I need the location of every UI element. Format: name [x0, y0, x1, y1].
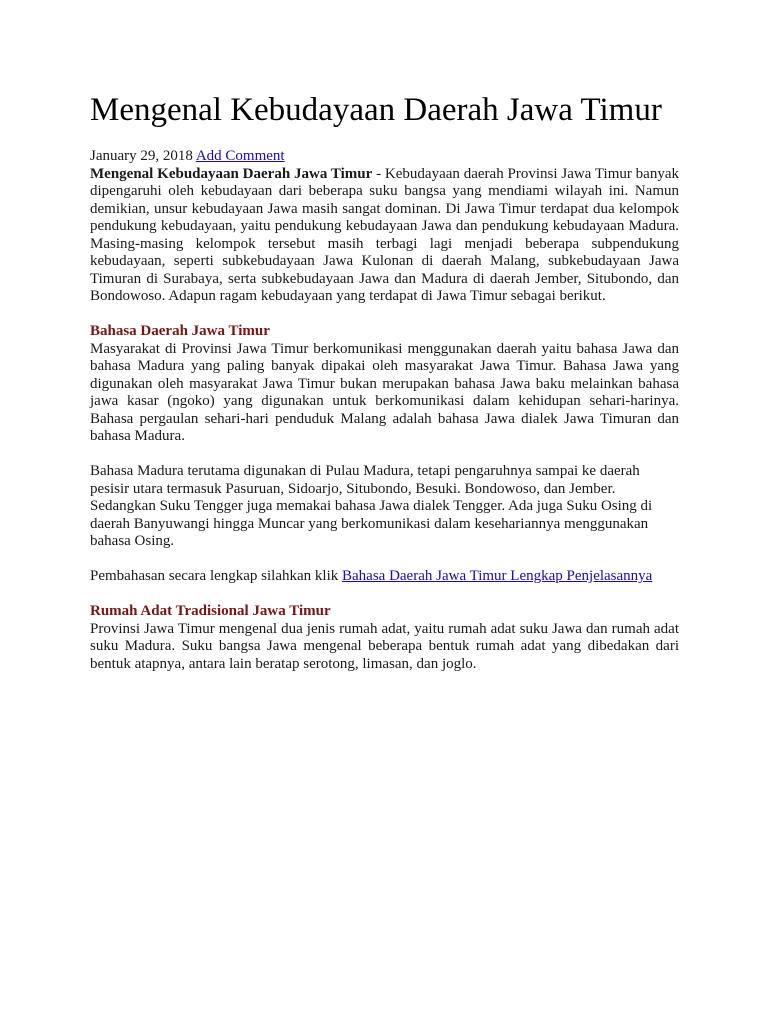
post-meta [90, 148, 679, 166]
intro-bold-title: Mengenal Kebudayaan Daerah Jawa Timur [90, 165, 373, 182]
more-text: Pembahasan secara lengkap silahkan klik [90, 568, 342, 584]
bahasa-paragraph-2: Bahasa Madura terutama digunakan di Pulau Madura, tetapi pengaruhnya sampai ke daerah pesisir utara termasuk Pasuruan, Sidoarjo, Situbondo, Besuki. Bondowoso, dan Jember. Sedangkan Suku Tengger juga memakai bahasa Jawa dialek Tengger. Ada juga Suku Osing di daerah Banyuwangi hingga Muncar yang berkomunikasi dalam kesehariannya menggunakan bahasa Osing. [90, 463, 653, 549]
post-date: January 29, 2018 [90, 148, 193, 164]
intro-paragraph [90, 166, 679, 306]
bahasa-more-line [90, 568, 679, 586]
section-heading-rumah: Rumah Adat Tradisional Jawa Timur [90, 603, 331, 619]
section-heading-bahasa: Bahasa Daerah Jawa Timur [90, 323, 270, 339]
bahasa-detail-link[interactable]: Bahasa Daerah Jawa Timur Lengkap Penjelasannya [342, 568, 653, 584]
rumah-paragraph-1: Provinsi Jawa Timur mengenal dua jenis rumah adat, yaitu rumah adat suku Jawa dan rumah adat suku Madura. Suku bangsa Jawa mengenal beberapa bentuk rumah adat yang dibedakan dari bentuk atapnya, antara lain beratap serotong, limasan, dan joglo. [90, 620, 679, 672]
intro-text: - Kebudayaan daerah Provinsi Jawa Timur banyak dipengaruhi oleh kebudayaan dari beberapa suku bangsa yang mendiami wilayah ini. Namun demikian, unsur kebudayaan Jawa masih sangat dominan. Di Jawa Timur terdapat dua kelompok pendukung kebudayaan, yaitu pendukung kebudayaan Jawa dan pendukung kebudayaan Madura. Masing-masing kelompok tersebut masih terbagi lagi menjadi beberapa subpendukung kebudayaan, seperti subkebudayaan Jawa Kulonan di daerah Malang, subkebudayaan Jawa Timuran di Surabaya, serta subkebudayaan Jawa dan Madura di daerah Jember, Situbondo, dan Bondowoso. Adapun ragam kebudayaan yang terdapat di Jawa Timur sebagai berikut. [90, 165, 679, 304]
bahasa-paragraph-1: Masyarakat di Provinsi Jawa Timur berkomunikasi menggunakan daerah yaitu bahasa Jawa dan bahasa Madura yang paling banyak dipakai oleh masyarakat Jawa Timur. Bahasa Jawa yang digunakan oleh masyarakat Jawa Timur bukan merupakan bahasa Jawa baku melainkan bahasa jawa kasar (ngoko) yang digunakan untuk berkomunikasi dalam kehidupan sehari-harinya. Bahasa pergaulan sehari-hari penduduk Malang adalah bahasa Jawa dialek Jawa Timuran dan bahasa Madura. [90, 340, 679, 444]
page-title: Mengenal Kebudayaan Daerah Jawa Timur [90, 92, 662, 128]
add-comment-link[interactable]: Add Comment [195, 148, 285, 164]
article [90, 88, 679, 673]
